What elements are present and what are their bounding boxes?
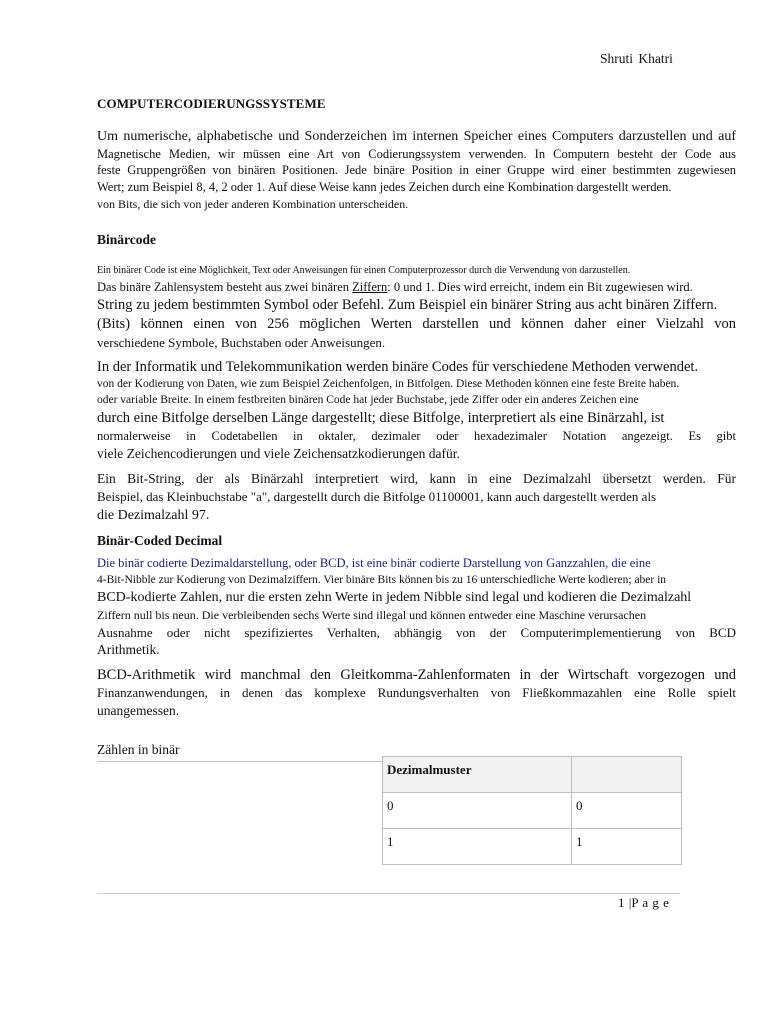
footer-divider bbox=[97, 893, 680, 894]
paragraph-line: BCD-Arithmetik wird manchmal den Gleitkomma-Zahlenformaten in der Wirtschaft vorgezogen und bbox=[97, 667, 736, 683]
document-title: COMPUTERCODIERUNGSSYSTEME bbox=[97, 96, 326, 111]
table-header-cell: Dezimalmuster bbox=[383, 757, 572, 793]
binaercode-paragraph-1 bbox=[97, 263, 736, 351]
table-row bbox=[383, 793, 682, 829]
page-number: 1 |P a g e bbox=[618, 895, 669, 910]
underlined-word: Ziffern bbox=[352, 280, 388, 294]
paragraph-line: 4-Bit-Nibble zur Kodierung von Dezimalziffern. Vier binäre Bits können bis zu 16 unterschiedliche Werte kodieren; aber in bbox=[97, 574, 667, 586]
paragraph-line: String zu jedem bestimmten Symbol oder Befehl. Zum Beispiel ein binärer String aus acht binären Ziffern. bbox=[97, 297, 718, 313]
table-cell: 0 bbox=[572, 793, 682, 829]
intro-line: Wert; zum Beispiel 8, 4, 2 oder 1. Auf diese Weise kann jedes Zeichen durch eine Kombination dargestellt werden. bbox=[97, 180, 672, 194]
table-cell: 1 bbox=[572, 829, 682, 865]
text-span: : 0 und 1. Dies wird erreicht, indem ein Bit zugewiesen wird. bbox=[387, 280, 693, 294]
paragraph-line: durch eine Bitfolge derselben Länge dargestellt; diese Bitfolge, interpretiert als eine Binärzahl, ist bbox=[97, 410, 665, 426]
paragraph-line: verschiedene Symbole, Buchstaben oder Anweisungen. bbox=[97, 335, 386, 350]
paragraph-line: Ausnahme oder nicht spezifiziertes Verhalten, abhängig von der Computerimplementierung von BCD bbox=[97, 625, 736, 640]
binaercode-paragraph-3 bbox=[97, 470, 736, 525]
paragraph-line: Finanzanwendungen, in denen das komplexe Rundungsverhalten von Fließkommazahlen eine Rolle spielt bbox=[97, 685, 736, 700]
decimal-pattern-table bbox=[382, 756, 682, 865]
counting-label: Zählen in binär bbox=[97, 742, 180, 757]
intro-paragraph bbox=[97, 128, 736, 213]
paragraph-line bbox=[97, 279, 736, 296]
paragraph-line: BCD-kodierte Zahlen, nur die ersten zehn Werte in jedem Nibble sind legal und kodieren die Dezimalzahl bbox=[97, 590, 692, 605]
section-heading-bcd: Binär-Coded Decimal bbox=[97, 533, 223, 548]
table-header-cell bbox=[572, 757, 682, 793]
table-row bbox=[383, 829, 682, 865]
paragraph-line: von der Kodierung von Daten, wie zum Beispiel Zeichenfolgen, in Bitfolgen. Diese Methoden können eine feste Breite haben. bbox=[97, 378, 680, 390]
paragraph-line: Beispiel, das Kleinbuchstabe "a", dargestellt durch die Bitfolge 01100001, kann auch dargestellt werden als bbox=[97, 489, 657, 504]
paragraph-line: die Dezimalzahl 97. bbox=[97, 508, 210, 523]
intro-line: von Bits, die sich von jeder anderen Kombination unterscheiden. bbox=[97, 197, 409, 211]
paragraph-line: oder variable Breite. In einem festbreiten binären Code hat jeder Buchstabe, jede Ziffer oder ein anderes Zeichen eine bbox=[97, 394, 639, 406]
intro-line: Um numerische, alphabetische und Sonderzeichen im internen Speicher eines Computers darzustellen und auf bbox=[97, 129, 736, 144]
paragraph-line: normalerweise in Codetabellen in oktaler, dezimaler oder hexadezimaler Notation angezeigt. Es gibt bbox=[97, 429, 736, 443]
binaercode-paragraph-2 bbox=[97, 359, 736, 462]
paragraph-line: (Bits) können einen von 256 möglichen Werten darstellen und können daher einer Vielzahl von bbox=[97, 316, 736, 332]
table-cell: 0 bbox=[383, 793, 572, 829]
bcd-paragraph-1 bbox=[97, 554, 736, 659]
paragraph-line-highlight: Die binär codierte Dezimaldarstellung, oder BCD, ist eine binär codierte Darstellung von Ganzzahlen, die eine bbox=[97, 556, 651, 570]
label-underline-rule bbox=[97, 761, 382, 762]
author-name: Shruti Khatri bbox=[600, 51, 673, 66]
section-heading-binaercode: Binärcode bbox=[97, 232, 157, 247]
paragraph-line: viele Zeichencodierungen und viele Zeichensatzkodierungen dafür. bbox=[97, 446, 460, 461]
table-header-row bbox=[383, 757, 682, 793]
paragraph-line: unangemessen. bbox=[97, 703, 180, 718]
text-span: Das binäre Zahlensystem besteht aus zwei binären bbox=[97, 280, 353, 294]
table-cell: 1 bbox=[383, 829, 572, 865]
intro-line: Magnetische Medien, wir müssen eine Art von Codierungssystem verwenden. In Computern besteht der Code aus bbox=[97, 147, 736, 161]
paragraph-line: Ein Bit-String, der als Binärzahl interpretiert wird, kann in eine Dezimalzahl übersetzt werden. Für bbox=[97, 471, 736, 486]
paragraph-line: Ein binärer Code ist eine Möglichkeit, Text oder Anweisungen für einen Computerprozessor durch die Verwendung von darzustellen. bbox=[97, 265, 631, 276]
bcd-paragraph-2 bbox=[97, 666, 736, 720]
intro-line: feste Gruppengrößen von binären Positionen. Jede binäre Position in einer Gruppe wird einer bestimmten zugewiesen bbox=[97, 163, 736, 177]
paragraph-line: In der Informatik und Telekommunikation werden binäre Codes für verschiedene Methoden verwendet. bbox=[97, 359, 699, 375]
paragraph-line: Arithmetik. bbox=[97, 642, 160, 657]
paragraph-line: Ziffern null bis neun. Die verbleibenden sechs Werte sind illegal und können entweder eine Maschine verursachen bbox=[97, 608, 647, 622]
